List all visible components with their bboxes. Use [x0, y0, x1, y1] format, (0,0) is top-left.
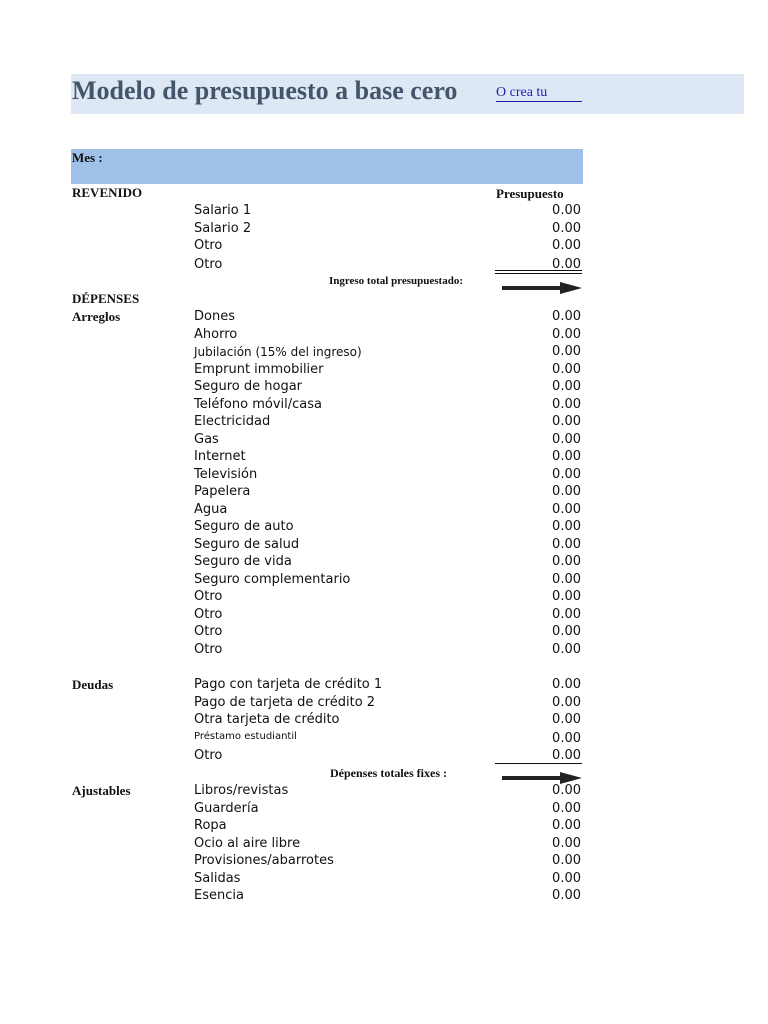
budget-value-cell[interactable]: 0.00: [552, 536, 581, 552]
row-label: Dones: [194, 309, 235, 324]
budget-value-cell[interactable]: 0.00: [552, 238, 581, 253]
budget-row: [0, 852, 768, 870]
income-total-label: Ingreso total presupuestado:: [328, 275, 463, 287]
row-label: Salario 1: [194, 203, 252, 218]
row-label: Emprunt immobilier: [194, 361, 324, 377]
row-label: Préstamo estudiantil: [194, 730, 297, 742]
budget-row: [0, 326, 768, 344]
budget-value-cell[interactable]: 0.00: [552, 694, 581, 710]
budget-row: [0, 536, 768, 554]
budget-row: [0, 202, 768, 220]
budget-value-cell[interactable]: 0.00: [552, 783, 581, 798]
row-label: Teléfono móvil/casa: [194, 396, 322, 412]
budget-row: [0, 413, 768, 431]
budget-value-cell[interactable]: 0.00: [552, 835, 581, 851]
budget-row: [0, 466, 768, 484]
row-label: Otro: [194, 748, 223, 763]
budget-row: [0, 518, 768, 536]
budget-row: [0, 606, 768, 624]
row-label: Papelera: [194, 484, 251, 499]
row-label: Seguro de auto: [194, 519, 294, 534]
budget-value-cell[interactable]: 0.00: [552, 501, 581, 517]
category-label: Deudas: [72, 677, 114, 692]
budget-row: [0, 588, 768, 606]
row-label: Salario 2: [194, 220, 252, 236]
budget-row: [0, 256, 768, 274]
row-label: Seguro de hogar: [194, 379, 303, 394]
budget-value-cell[interactable]: 0.00: [552, 818, 581, 833]
fixed-total-rule: [495, 763, 582, 764]
create-your-own-link[interactable]: O crea tu: [496, 85, 582, 102]
budget-row: [0, 641, 768, 659]
budget-row: [0, 870, 768, 888]
category-label: Ajustables: [72, 783, 131, 798]
budget-row: [0, 308, 768, 326]
row-label: Otro: [194, 589, 223, 604]
row-label: Jubilación (15% del ingreso): [194, 345, 362, 359]
row-label: Pago con tarjeta de crédito 1: [194, 677, 383, 692]
budget-value-cell[interactable]: 0.00: [552, 220, 581, 236]
row-label: Agua: [194, 501, 228, 517]
budget-value-cell[interactable]: 0.00: [552, 571, 581, 587]
budget-row: [0, 431, 768, 449]
budget-row: [0, 676, 768, 694]
budget-row: [0, 220, 768, 238]
budget-row: [0, 730, 768, 748]
budget-value-cell[interactable]: 0.00: [552, 449, 581, 464]
budget-value-cell[interactable]: 0.00: [552, 800, 581, 816]
budget-value-cell[interactable]: 0.00: [552, 624, 581, 639]
budget-value-cell[interactable]: 0.00: [552, 361, 581, 377]
page-title: Modelo de presupuesto a base cero: [72, 76, 458, 105]
budget-value-cell[interactable]: 0.00: [552, 712, 581, 727]
row-label: Seguro de vida: [194, 554, 292, 569]
row-label: Otro: [194, 624, 223, 639]
budget-row: [0, 782, 768, 800]
row-label: Guardería: [194, 800, 259, 816]
row-label: Ahorro: [194, 326, 238, 342]
month-band: [71, 149, 583, 184]
budget-value-cell[interactable]: 0.00: [552, 730, 581, 746]
budget-value-cell[interactable]: 0.00: [552, 396, 581, 412]
budget-row: [0, 237, 768, 255]
budget-row: [0, 483, 768, 501]
budget-row: [0, 835, 768, 853]
budget-value-cell[interactable]: 0.00: [552, 606, 581, 622]
budget-value-cell[interactable]: 0.00: [552, 589, 581, 604]
row-label: Pago de tarjeta de crédito 2: [194, 694, 376, 710]
budget-row: [0, 361, 768, 379]
budget-row: [0, 711, 768, 729]
budget-row: [0, 396, 768, 414]
row-label: Ropa: [194, 818, 227, 833]
budget-row: [0, 448, 768, 466]
income-total-rule-1: [495, 270, 582, 271]
budget-column-header: Presupuesto: [496, 186, 564, 201]
row-label: Esencia: [194, 888, 244, 903]
budget-row: [0, 571, 768, 589]
budget-value-cell[interactable]: 0.00: [552, 344, 581, 359]
budget-value-cell[interactable]: 0.00: [552, 256, 581, 272]
budget-row: [0, 800, 768, 818]
row-label: Gas: [194, 431, 219, 447]
row-label: Ocio al aire libre: [194, 835, 301, 851]
budget-value-cell[interactable]: 0.00: [552, 870, 581, 886]
budget-value-cell[interactable]: 0.00: [552, 326, 581, 342]
row-label: Otra tarjeta de crédito: [194, 712, 340, 727]
budget-row: [0, 553, 768, 571]
budget-value-cell[interactable]: 0.00: [552, 748, 581, 763]
budget-row: [0, 694, 768, 712]
budget-row: [0, 343, 768, 361]
month-label: Mes :: [72, 150, 103, 165]
row-label: Otro: [194, 256, 223, 272]
expenses-section-label: DÉPENSES: [72, 291, 140, 306]
budget-value-cell[interactable]: 0.00: [552, 888, 581, 903]
budget-row: [0, 623, 768, 641]
budget-value-cell[interactable]: 0.00: [552, 853, 581, 868]
income-section-label: REVENIDO: [72, 185, 143, 200]
budget-value-cell[interactable]: 0.00: [552, 484, 581, 499]
row-label: Internet: [194, 449, 246, 464]
row-label: Provisiones/abarrotes: [194, 853, 334, 868]
budget-value-cell[interactable]: 0.00: [552, 466, 581, 482]
row-label: Electricidad: [194, 414, 271, 429]
row-label: Televisión: [194, 466, 258, 482]
budget-row: [0, 817, 768, 835]
budget-value-cell[interactable]: 0.00: [552, 379, 581, 394]
row-label: Salidas: [194, 870, 241, 886]
row-label: Libros/revistas: [194, 783, 289, 798]
row-label: Otro: [194, 641, 223, 657]
income-total-rule-2: [495, 273, 582, 274]
fixed-total-label: Dépenses totales fixes :: [330, 766, 447, 780]
budget-value-cell[interactable]: 0.00: [552, 677, 581, 692]
budget-value-cell[interactable]: 0.00: [552, 431, 581, 447]
budget-value-cell[interactable]: 0.00: [552, 309, 581, 324]
category-label: Arreglos: [72, 309, 121, 324]
budget-row: [0, 501, 768, 519]
budget-value-cell[interactable]: 0.00: [552, 519, 581, 534]
budget-row: [0, 887, 768, 905]
budget-row: [0, 747, 768, 765]
row-label: Seguro de salud: [194, 536, 300, 552]
budget-value-cell[interactable]: 0.00: [552, 414, 581, 429]
budget-value-cell[interactable]: 0.00: [552, 203, 581, 218]
row-label: Otro: [194, 238, 223, 253]
budget-row: [0, 378, 768, 396]
budget-value-cell[interactable]: 0.00: [552, 554, 581, 569]
income-total-arrow-icon: [502, 282, 582, 294]
row-label: Seguro complementario: [194, 571, 351, 587]
row-label: Otro: [194, 606, 223, 622]
budget-value-cell[interactable]: 0.00: [552, 641, 581, 657]
